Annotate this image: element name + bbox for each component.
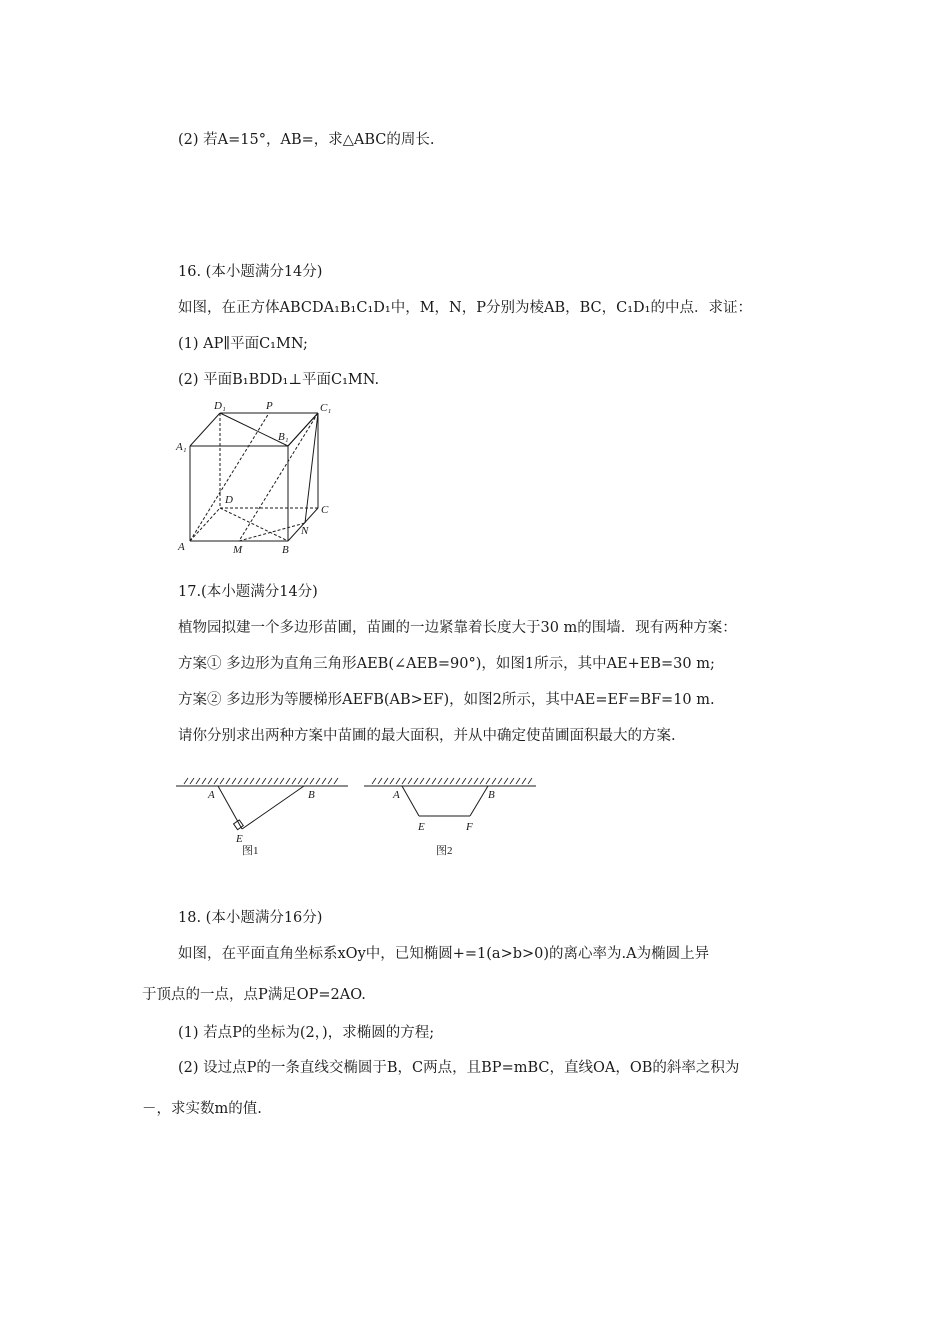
q18-header: 18. (本小题满分16分)	[178, 910, 323, 926]
fig1-caption: 图1	[242, 845, 259, 857]
q16-part1: (1) AP∥平面C₁MN;	[178, 336, 308, 352]
q17-ask: 请你分别求出两种方案中苗圃的最大面积，并从中确定使苗圃面积最大的方案.	[178, 728, 676, 744]
label-M: M	[233, 544, 243, 556]
fig1-label-A: A	[208, 789, 215, 801]
q17-stem: 植物园拟建一个多边形苗圃，苗圃的一边紧靠着长度大于30 m的围墙．现有两种方案：	[178, 620, 737, 636]
label-P: P	[266, 400, 273, 412]
q16-header: 16. (本小题满分14分)	[178, 264, 323, 280]
label-C: C	[321, 504, 329, 516]
q17-header: 17.(本小题满分14分)	[178, 584, 318, 600]
label-D: D	[225, 494, 233, 506]
label-B: B	[282, 544, 289, 556]
q16-stem: 如图，在正方体ABCDA₁B₁C₁D₁中，M，N，P分别为棱AB，BC，C₁D₁的中点．求证：	[178, 300, 752, 316]
label-N: N	[301, 525, 309, 537]
fig2-label-E: E	[418, 821, 425, 833]
cube-figure	[170, 398, 340, 560]
fig2-label-B: B	[488, 789, 495, 801]
label-A1: A₁	[176, 441, 187, 453]
q17-plan2: 方案② 多边形为等腰梯形AEFB(AB>EF)，如图2所示，其中AE=EF=BF=10 m.	[178, 692, 715, 708]
q15-part2: (2) 若A=15°，AB=，求△ABC的周长.	[178, 132, 435, 148]
fig1-label-E: E	[236, 833, 243, 845]
q18-part1: (1) 若点P的坐标为(2，)，求椭圆的方程;	[178, 1025, 435, 1041]
label-A: A	[178, 541, 185, 553]
q18-stem-line2: 于顶点的一点，点P满足OP=2AO.	[142, 987, 366, 1003]
fig2-caption: 图2	[436, 845, 453, 857]
q16-part2: (2) 平面B₁BDD₁⊥平面C₁MN.	[178, 372, 380, 388]
q17-plan1: 方案① 多边形为直角三角形AEB(∠AEB=90°)，如图1所示，其中AE+EB=30 m;	[178, 656, 715, 672]
label-C1: C₁	[320, 402, 332, 414]
label-D1: D₁	[214, 400, 226, 412]
figure-1	[176, 772, 348, 862]
fig1-label-B: B	[308, 789, 315, 801]
q18-part2-line2: －，求实数m的值.	[142, 1101, 262, 1117]
fig2-label-F: F	[466, 821, 473, 833]
fig2-label-A: A	[393, 789, 400, 801]
q18-stem-line1: 如图，在平面直角坐标系xOy中，已知椭圆+=1(a>b>0)的离心率为.A为椭圆上异	[178, 946, 710, 962]
figure-2	[364, 772, 536, 862]
label-B1: B₁	[278, 431, 289, 443]
q18-part2-line1: (2) 设过点P的一条直线交椭圆于B，C两点，且BP=mBC，直线OA，OB的斜率之积为	[178, 1060, 740, 1076]
